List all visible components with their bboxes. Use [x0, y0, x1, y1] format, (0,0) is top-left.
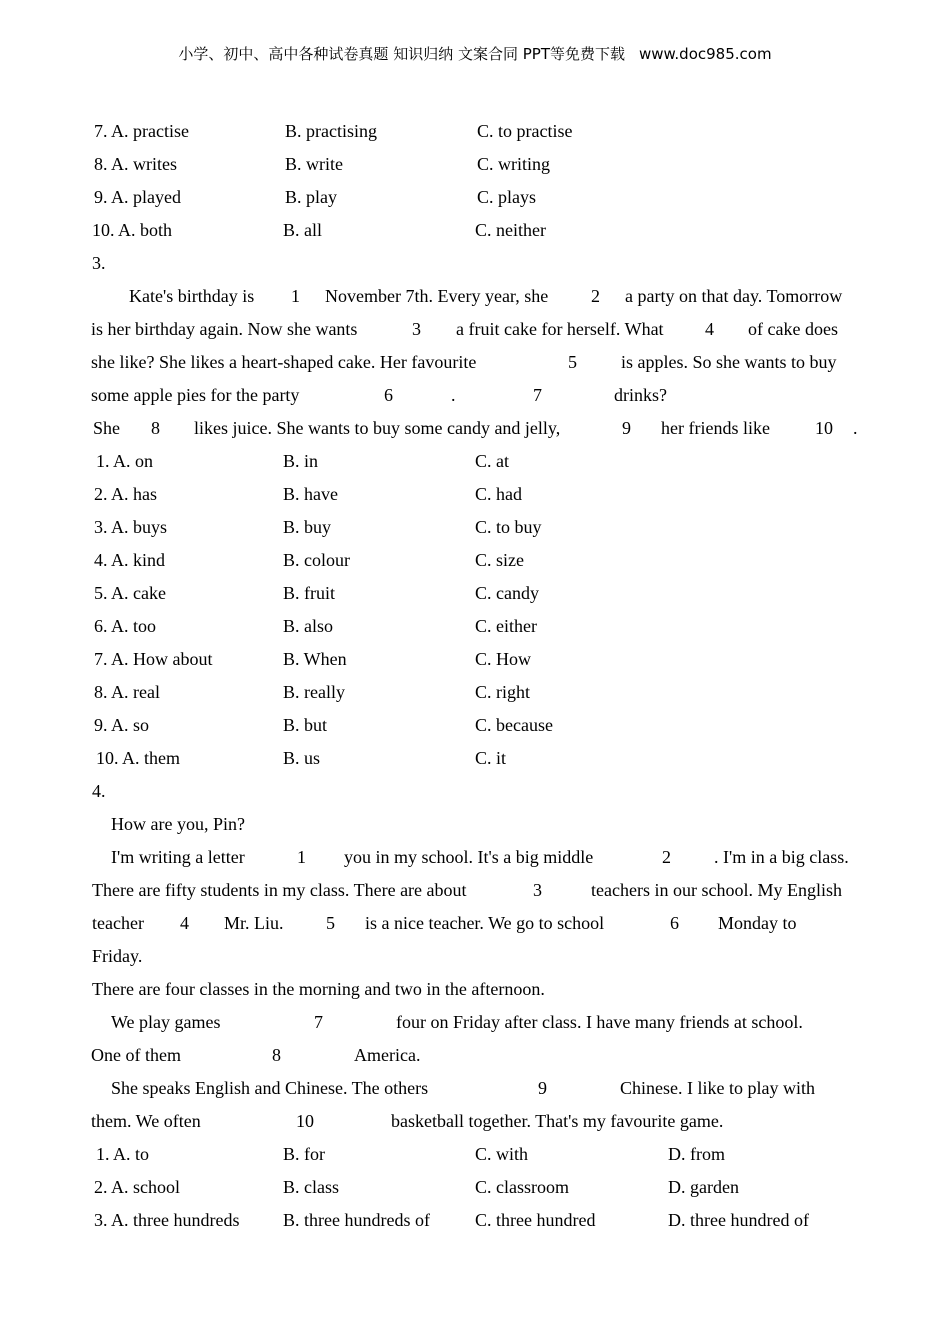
blank-number: 5 — [326, 913, 335, 933]
option-b: B. also — [283, 616, 334, 636]
option-b: B. When — [283, 649, 347, 669]
option-a: 2. A. has — [94, 484, 157, 504]
blank-number: 2 — [662, 847, 671, 867]
blank-number: 9 — [538, 1078, 547, 1098]
option-a: 5. A. cake — [94, 583, 166, 603]
passage-line — [0, 1110, 950, 1132]
option-b: B. have — [283, 484, 338, 504]
option-c: C. size — [475, 550, 524, 570]
blank-number: 10 — [815, 418, 833, 438]
passage-text: of cake does — [748, 319, 838, 339]
blank-number: 3 — [412, 319, 421, 339]
option-b: B. practising — [285, 121, 377, 141]
option-c: C. because — [475, 715, 553, 735]
option-a: 9. A. so — [94, 715, 150, 735]
option-a: 2. A. school — [94, 1177, 181, 1197]
option-b: B. play — [285, 187, 337, 207]
passage-line — [0, 1077, 950, 1099]
option-c: C. three hundred — [475, 1210, 596, 1230]
passage-text: a fruit cake for herself. What — [456, 319, 664, 339]
passage-text: I'm writing a letter — [111, 847, 245, 867]
blank-number: 10 — [296, 1111, 314, 1131]
passage-line — [0, 912, 950, 934]
option-a: 10. A. them — [96, 748, 180, 768]
option-c: C. writing — [477, 154, 551, 174]
header-url[interactable]: www.doc985.com — [638, 45, 772, 63]
passage-text: drinks? — [614, 385, 667, 405]
passage-text: Mr. Liu. — [224, 913, 284, 933]
section-number: 3. — [92, 253, 106, 273]
blank-number: 8 — [151, 418, 160, 438]
passage-line — [0, 1044, 950, 1066]
blank-number: 7 — [533, 385, 542, 405]
option-a: 8. A. real — [94, 682, 160, 702]
passage-text: is her birthday again. Now she wants — [91, 319, 358, 339]
passage-text: you in my school. It's a big middle — [344, 847, 594, 867]
passage-text: One of them — [91, 1045, 181, 1065]
option-c: C. classroom — [475, 1177, 569, 1197]
passage-line: Friday. — [92, 946, 143, 966]
blank-number: 2 — [591, 286, 600, 306]
option-c: C. had — [475, 484, 522, 504]
passage-text: four on Friday after class. I have many friends at school. — [396, 1012, 803, 1032]
page-header — [0, 43, 950, 64]
passage-text: teachers in our school. My English — [591, 880, 842, 900]
option-b: B. colour — [283, 550, 350, 570]
option-a: 8. A. writes — [94, 154, 177, 174]
passage-line — [0, 318, 950, 340]
passage-text: There are fifty students in my class. There are about — [92, 880, 467, 900]
option-b: B. us — [283, 748, 321, 768]
option-a: 3. A. buys — [94, 517, 168, 537]
passage-text: her friends like — [661, 418, 770, 438]
option-b: B. class — [283, 1177, 339, 1197]
letter-greeting: How are you, Pin? — [111, 814, 245, 834]
section-number: 4. — [92, 781, 106, 801]
passage-text: . I'm in a big class. — [714, 847, 849, 867]
option-c: C. with — [475, 1144, 529, 1164]
option-b: B. fruit — [283, 583, 335, 603]
passage-line — [0, 285, 950, 307]
option-b: B. write — [285, 154, 343, 174]
option-a: 1. A. to — [96, 1144, 150, 1164]
option-c: C. to practise — [477, 121, 573, 141]
passage-text: November 7th. Every year, she — [325, 286, 549, 306]
passage-line: There are four classes in the morning and two in the afternoon. — [92, 979, 545, 999]
blank-number: 9 — [622, 418, 631, 438]
passage-text: them. We often — [91, 1111, 201, 1131]
option-c: C. it — [475, 748, 507, 768]
option-a: 7. A. practise — [94, 121, 189, 141]
option-a: 3. A. three hundreds — [94, 1210, 240, 1230]
blank-number: 7 — [314, 1012, 323, 1032]
header-title: 小学、初中、高中各种试卷真题 知识归纳 文案合同 PPT等免费下载 — [178, 45, 625, 63]
option-b: B. three hundreds of — [283, 1210, 430, 1230]
option-b: B. but — [283, 715, 328, 735]
option-a: 10. A. both — [92, 220, 173, 240]
passage-text: Monday to — [718, 913, 797, 933]
passage-text: she like? She likes a heart-shaped cake. Her favourite — [91, 352, 477, 372]
blank-number: 5 — [568, 352, 577, 372]
option-c: C. at — [475, 451, 509, 471]
passage-text: Kate's birthday is — [129, 286, 255, 306]
option-c: C. to buy — [475, 517, 542, 537]
passage-text: We play games — [111, 1012, 221, 1032]
passage-text: teacher — [92, 913, 144, 933]
option-c: C. neither — [475, 220, 546, 240]
blank-number: 6 — [670, 913, 679, 933]
blank-number: 8 — [272, 1045, 281, 1065]
passage-text: . — [853, 418, 858, 438]
option-a: 6. A. too — [94, 616, 157, 636]
passage-text: is apples. So she wants to buy — [621, 352, 837, 372]
option-c: C. right — [475, 682, 531, 702]
option-a: 7. A. How about — [94, 649, 213, 669]
blank-number: 3 — [533, 880, 542, 900]
option-c: C. How — [475, 649, 532, 669]
passage-text: a party on that day. Tomorrow — [625, 286, 843, 306]
passage-line — [0, 879, 950, 901]
passage-text: . — [451, 385, 456, 405]
passage-line — [0, 384, 950, 406]
passage-line — [0, 351, 950, 373]
passage-text: some apple pies for the party — [91, 385, 300, 405]
option-c: C. candy — [475, 583, 539, 603]
passage-text: likes juice. She wants to buy some candy and jelly, — [194, 418, 561, 438]
blank-number: 4 — [180, 913, 189, 933]
option-b: B. buy — [283, 517, 332, 537]
option-a: 4. A. kind — [94, 550, 166, 570]
passage-text: is a nice teacher. We go to school — [365, 913, 605, 933]
passage-text: She — [93, 418, 120, 438]
option-b: B. for — [283, 1144, 325, 1164]
passage-text: Chinese. I like to play with — [620, 1078, 815, 1098]
option-d: D. garden — [668, 1177, 739, 1197]
option-a: 9. A. played — [94, 187, 181, 207]
option-c: C. plays — [477, 187, 537, 207]
option-b: B. really — [283, 682, 345, 702]
blank-number: 6 — [384, 385, 393, 405]
option-d: D. three hundred of — [668, 1210, 809, 1230]
blank-number: 1 — [297, 847, 306, 867]
blank-number: 4 — [705, 319, 714, 339]
passage-text: America. — [354, 1045, 421, 1065]
option-c: C. either — [475, 616, 537, 636]
passage-text: She speaks English and Chinese. The others — [111, 1078, 429, 1098]
option-b: B. all — [283, 220, 322, 240]
option-a: 1. A. on — [96, 451, 154, 471]
passage-text: basketball together. That's my favourite game. — [391, 1111, 724, 1131]
passage-line — [0, 417, 950, 439]
passage-line — [0, 846, 950, 868]
blank-number: 1 — [291, 286, 300, 306]
passage-line — [0, 1011, 950, 1033]
option-d: D. from — [668, 1144, 725, 1164]
option-b: B. in — [283, 451, 319, 471]
